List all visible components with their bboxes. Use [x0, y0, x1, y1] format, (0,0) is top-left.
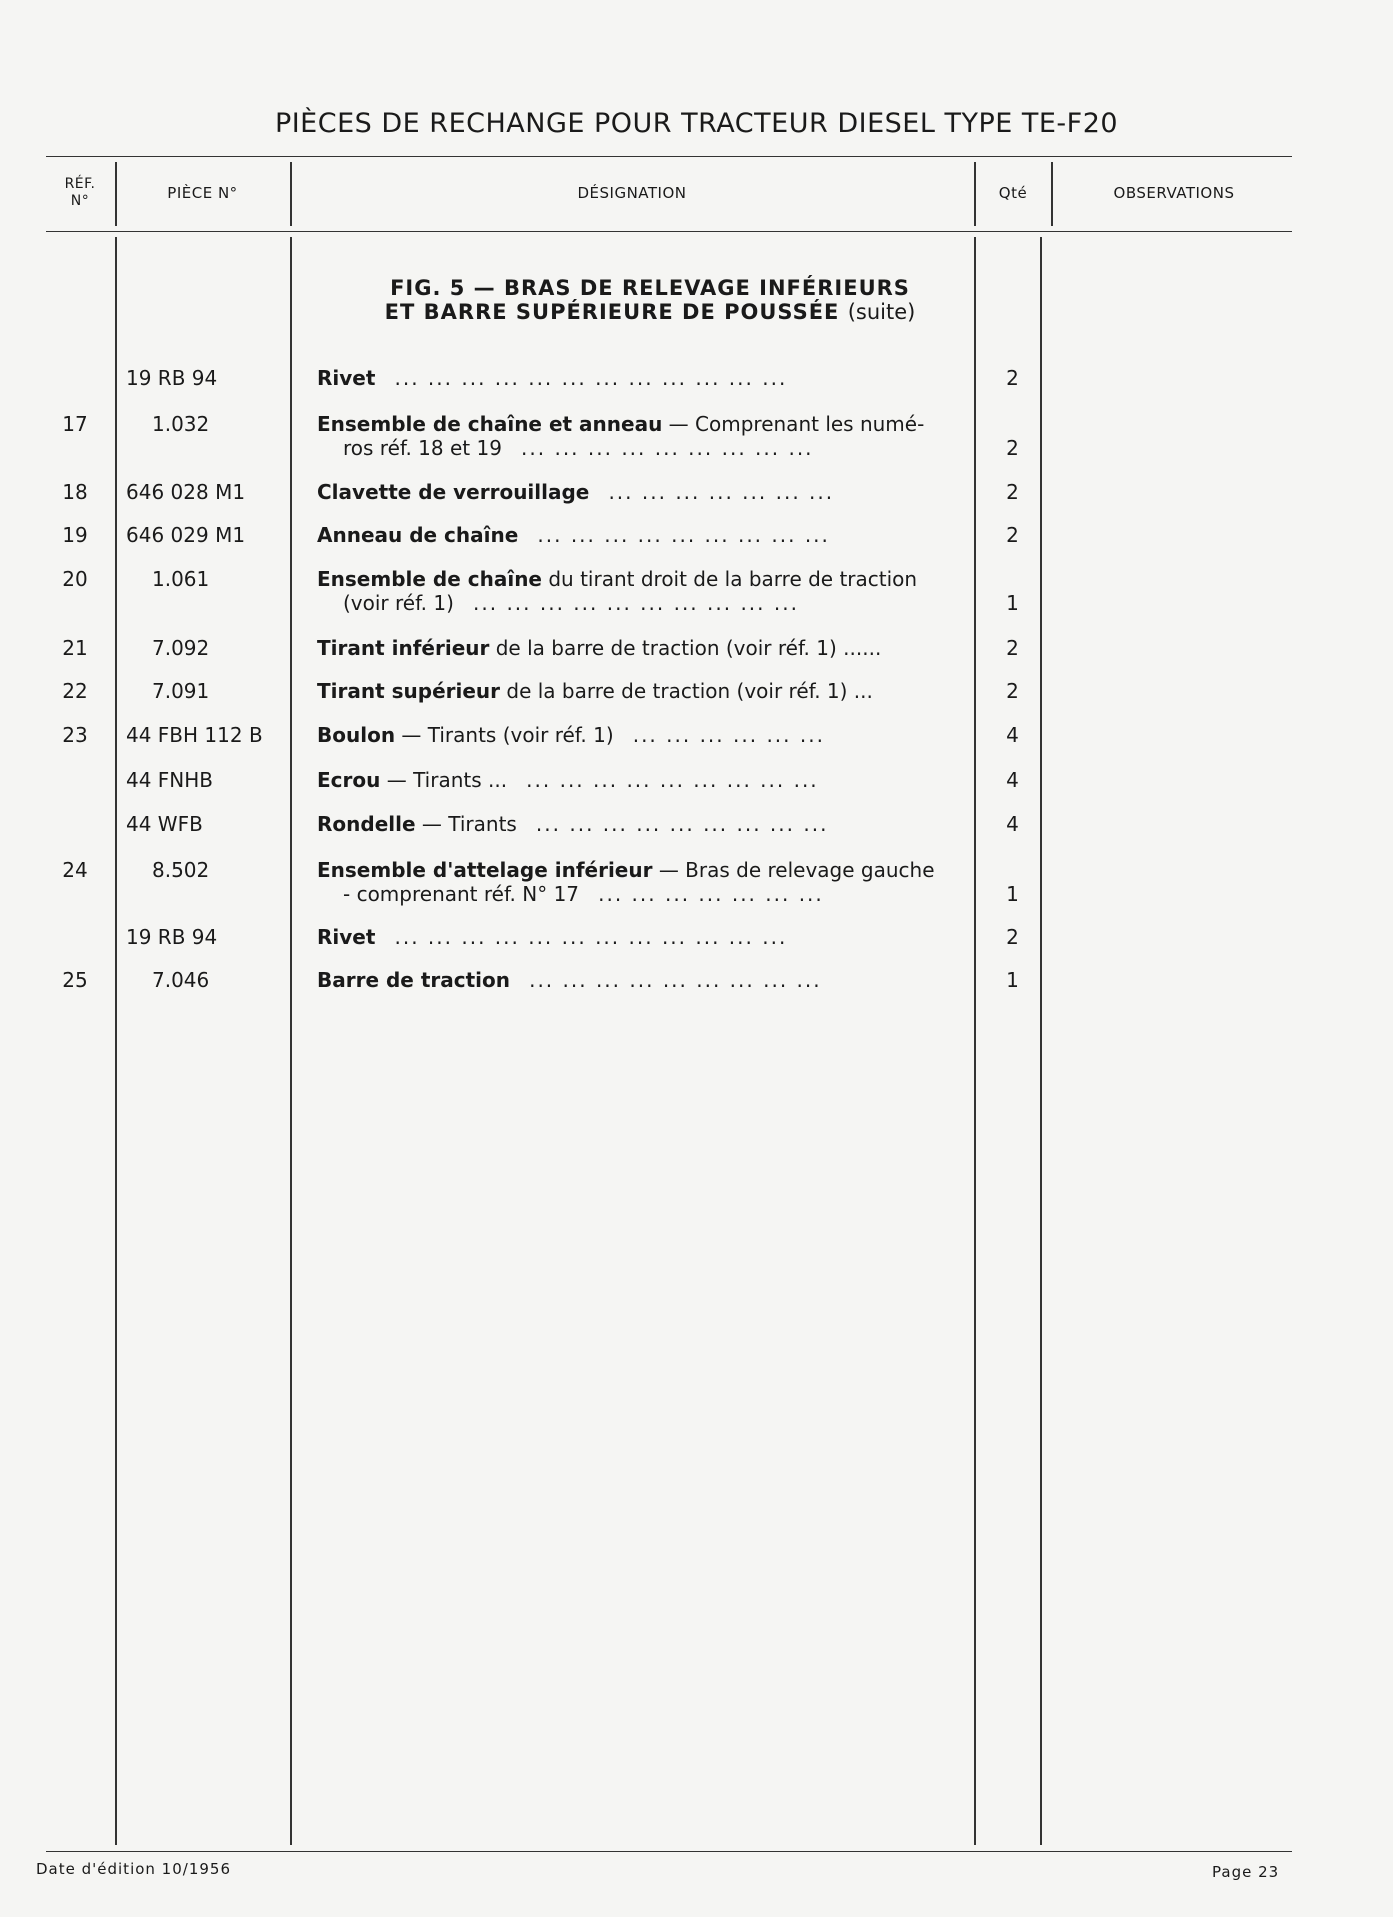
designation: [317, 567, 960, 615]
designation: [317, 723, 960, 747]
piece-number: 44 FBH 112 B: [126, 723, 263, 747]
page-number: Page 23: [1212, 1863, 1280, 1881]
part-description: — Tirants: [415, 812, 517, 836]
ref-number: 22: [62, 679, 88, 703]
figure-title-suffix: (suite): [847, 300, 916, 324]
column-divider-qty: [1051, 162, 1053, 226]
leader-dots: ... ... ... ... ... ...: [632, 723, 825, 747]
ref-number: 23: [62, 723, 88, 747]
part-name: Boulon: [317, 723, 396, 747]
ref-number: 21: [62, 636, 88, 660]
part-description: — Tirants ...: [380, 768, 508, 792]
quantity: 2: [1006, 436, 1019, 460]
body-divider-qty: [1040, 237, 1042, 1845]
part-name: Ensemble de chaîne et anneau: [317, 412, 663, 436]
leader-dots: ... ... ... ... ... ... ... ... ... ... ... ...: [394, 366, 788, 390]
designation: [317, 480, 960, 504]
header-ref-line1: RÉF.: [64, 176, 96, 192]
quantity: 1: [1006, 591, 1019, 615]
part-description: de la barre de traction (voir réf. 1) ......: [489, 636, 882, 660]
piece-number: 44 FNHB: [126, 768, 214, 792]
part-name: Tirant supérieur: [317, 679, 501, 703]
designation: [317, 679, 960, 703]
header-ref: [50, 176, 110, 210]
part-description: — Comprenant les numé-: [662, 412, 925, 436]
designation: [317, 412, 960, 460]
designation: [317, 636, 960, 660]
leader-dots: ... ... ... ... ... ... ... ... ...: [521, 436, 814, 460]
leader-dots: ... ... ... ... ... ... ...: [608, 480, 835, 504]
body-divider-piece: [290, 237, 292, 1845]
header-piece: PIÈCE N°: [167, 184, 238, 202]
ref-number: 18: [62, 480, 88, 504]
part-description-continued: ros réf. 18 et 19: [343, 436, 502, 460]
leader-dots: ... ... ... ... ... ... ...: [598, 882, 824, 906]
footer-rule: [46, 1851, 1292, 1852]
leader-dots: ... ... ... ... ... ... ... ... ...: [537, 523, 830, 547]
edition-date: Date d'édition 10/1956: [36, 1860, 231, 1878]
leader-dots: ... ... ... ... ... ... ... ... ...: [529, 968, 822, 992]
figure-title-line1: FIG. 5 — BRAS DE RELEVAGE INFÉRIEURS: [390, 276, 910, 300]
quantity: 4: [1006, 723, 1019, 747]
column-divider-ref: [115, 162, 117, 226]
piece-number: 646 029 M1: [126, 523, 246, 547]
page-title: PIÈCES DE RECHANGE POUR TRACTEUR DIESEL TYPE TE-F20: [274, 108, 1119, 139]
part-name: Rivet: [317, 925, 376, 949]
designation: [317, 523, 960, 547]
ref-number: 25: [62, 968, 88, 992]
part-name: Anneau de chaîne: [317, 523, 519, 547]
table-top-rule: [46, 156, 1292, 157]
quantity: 2: [1006, 636, 1019, 660]
figure-title: [300, 276, 1000, 324]
piece-number: 7.092: [152, 636, 210, 660]
quantity: 1: [1006, 882, 1019, 906]
ref-number: 20: [62, 567, 88, 591]
column-divider-piece: [290, 162, 292, 226]
part-description: — Tirants (voir réf. 1): [395, 723, 614, 747]
body-divider-ref: [115, 237, 117, 1845]
part-name: Rivet: [317, 366, 376, 390]
ref-number: 17: [62, 412, 88, 436]
figure-title-line2: [300, 300, 1000, 324]
piece-number: 7.046: [152, 968, 210, 992]
header-observations: OBSERVATIONS: [1113, 184, 1235, 202]
designation: [317, 968, 960, 992]
piece-number: 7.091: [152, 679, 210, 703]
quantity: 2: [1006, 523, 1019, 547]
part-name: Ensemble de chaîne: [317, 567, 542, 591]
part-description: — Bras de relevage gauche: [652, 858, 935, 882]
quantity: 2: [1006, 366, 1019, 390]
quantity: 4: [1006, 768, 1019, 792]
designation: [317, 858, 960, 906]
quantity: 2: [1006, 679, 1019, 703]
quantity: 2: [1006, 480, 1019, 504]
header-designation: DÉSIGNATION: [577, 184, 687, 202]
leader-dots: ... ... ... ... ... ... ... ... ...: [535, 812, 829, 836]
piece-number: 19 RB 94: [126, 366, 218, 390]
quantity: 1: [1006, 968, 1019, 992]
figure-title-line2-text: ET BARRE SUPÉRIEURE DE POUSSÉE: [384, 300, 840, 324]
part-description: du tirant droit de la barre de traction: [542, 567, 918, 591]
part-name: Ensemble d'attelage inférieur: [317, 858, 653, 882]
quantity: 4: [1006, 812, 1019, 836]
part-name: Tirant inférieur: [317, 636, 490, 660]
piece-number: 44 WFB: [126, 812, 203, 836]
piece-number: 1.061: [152, 567, 210, 591]
designation: [317, 366, 960, 390]
designation: [317, 925, 960, 949]
header-qty: Qté: [998, 184, 1028, 202]
column-divider-designation: [974, 162, 976, 226]
header-ref-line2: N°: [70, 193, 90, 209]
part-name: Clavette de verrouillage: [317, 480, 590, 504]
table-header-rule: [46, 231, 1292, 232]
part-name: Rondelle: [317, 812, 416, 836]
part-name: Barre de traction: [317, 968, 511, 992]
part-description-continued: - comprenant réf. N° 17: [343, 882, 580, 906]
ref-number: 19: [62, 523, 88, 547]
body-divider-designation: [974, 237, 976, 1845]
piece-number: 1.032: [152, 412, 210, 436]
designation: [317, 768, 960, 792]
part-name: Ecrou: [317, 768, 381, 792]
quantity: 2: [1006, 925, 1019, 949]
part-description: de la barre de traction (voir réf. 1) ...: [500, 679, 873, 703]
piece-number: 19 RB 94: [126, 925, 218, 949]
leader-dots: ... ... ... ... ... ... ... ... ...: [526, 768, 819, 792]
leader-dots: ... ... ... ... ... ... ... ... ... ...: [473, 591, 799, 615]
designation: [317, 812, 960, 836]
ref-number: 24: [62, 858, 88, 882]
piece-number: 646 028 M1: [126, 480, 246, 504]
leader-dots: ... ... ... ... ... ... ... ... ... ... ... ...: [394, 925, 788, 949]
part-description-continued: (voir réf. 1): [343, 591, 454, 615]
piece-number: 8.502: [152, 858, 210, 882]
